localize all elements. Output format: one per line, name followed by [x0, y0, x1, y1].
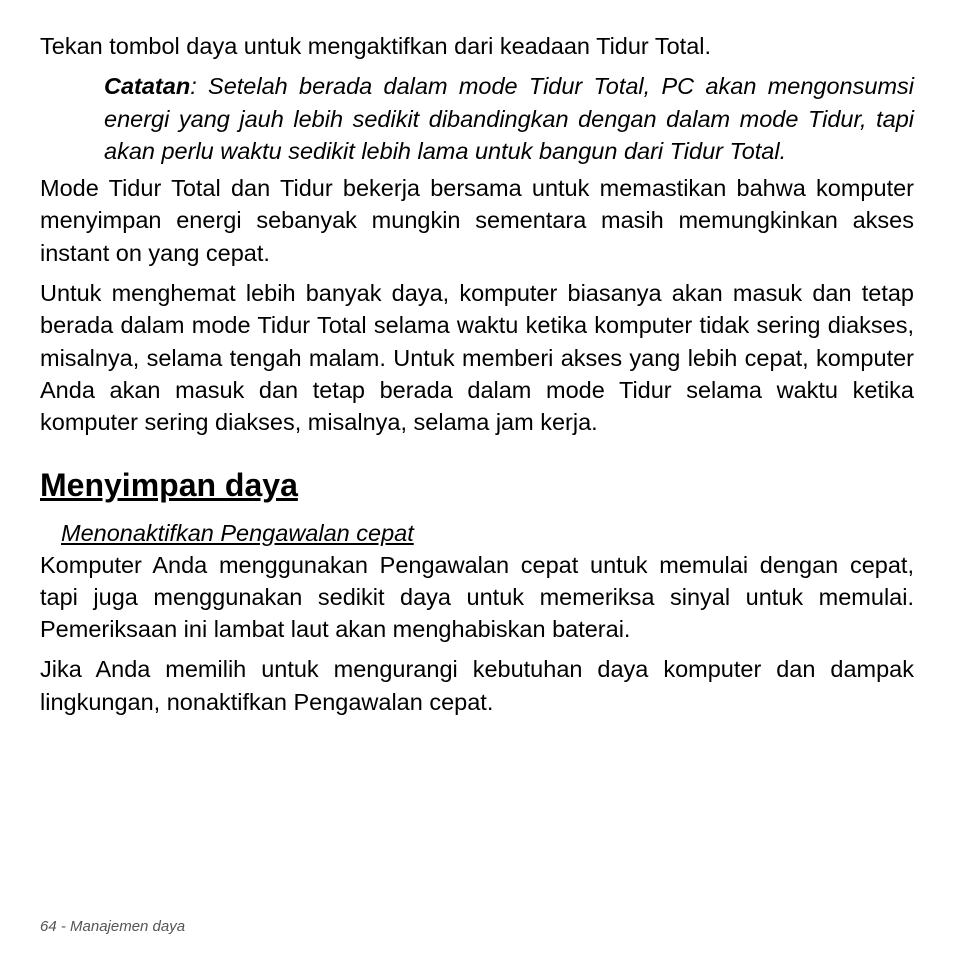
paragraph-fast-startup: Komputer Anda menggunakan Pengawalan cepat untuk memulai dengan cepat, tapi juga menggunakan sedikit daya untuk memeriksa sinyal untuk memulai. Pemeriksaan ini lambat laut akan menghabiskan baterai. [40, 551, 914, 643]
paragraph-sleep-modes: Mode Tidur Total dan Tidur bekerja bersama untuk memastikan bahwa komputer menyimpan energi sebanyak mungkin sementara masih memungkinkan akses instant on yang cepat. [40, 175, 914, 266]
paragraph-hibernate-behaviour: Untuk menghemat lebih banyak daya, komputer biasanya akan masuk dan tetap berada dalam mode Tidur Total selama waktu ketika komputer tidak sering diakses, misalnya, selama tengah malam. Untuk memberi akses yang lebih cepat, komputer Anda akan masuk dan tetap berada dalam mode Tidur selama waktu ketika komputer sering diakses, misalnya, selama jam kerja. [40, 280, 914, 436]
document-page [40, 30, 914, 718]
subsection-link-disable-fast-startup[interactable]: Menonaktifkan Pengawalan cepat [61, 519, 414, 546]
intro-paragraph: Tekan tombol daya untuk mengaktifkan dari keadaan Tidur Total. [40, 33, 712, 59]
page-footer: 64 - Manajemen daya [40, 918, 186, 935]
section-heading: Menyimpan daya [40, 466, 298, 503]
note-text: : Setelah berada dalam mode Tidur Total, PC akan mengonsumsi energi yang jauh lebih sedikit dibandingkan dengan dalam mode Tidur, tapi akan perlu waktu sedikit lebih lama untuk bangun dari Tidur Total. [104, 73, 914, 164]
paragraph-disable-fast-startup: Jika Anda memilih untuk mengurangi kebutuhan daya komputer dan dampak lingkungan, nonaktifkan Pengawalan cepat. [40, 656, 914, 715]
note-label: Catatan [104, 73, 191, 100]
note-block [104, 70, 914, 167]
